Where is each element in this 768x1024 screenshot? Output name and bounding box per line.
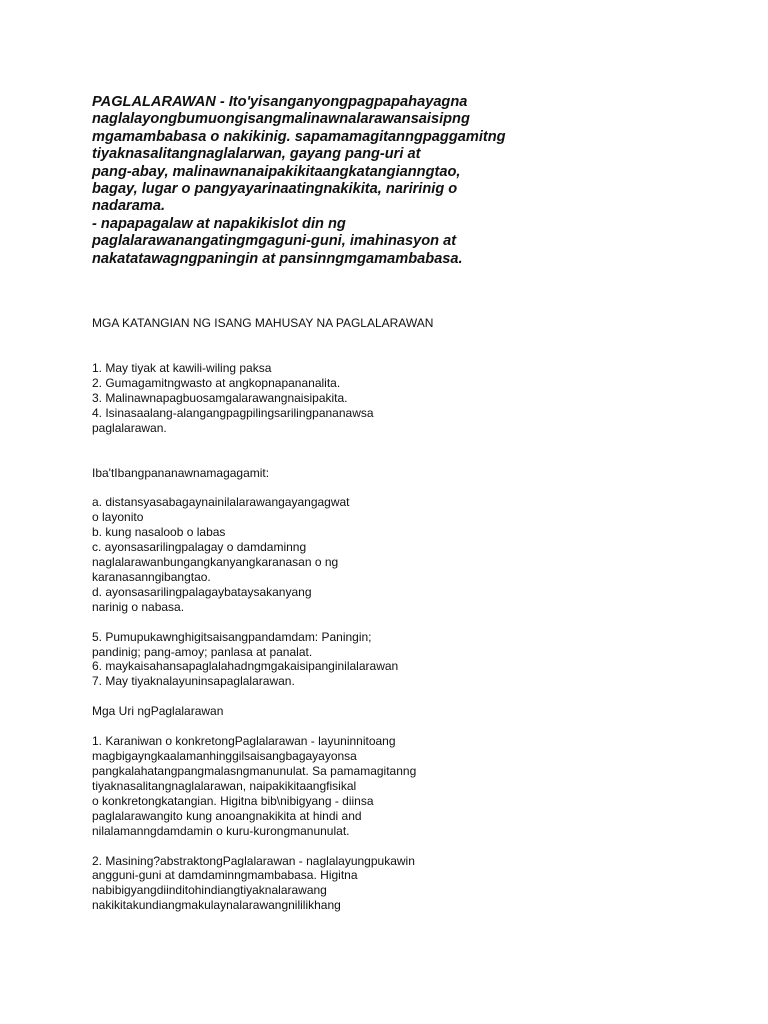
list-item: c. ayonsasarilingpalagay o damdaminng: [92, 540, 307, 555]
list-item: d. ayonsasarilingpalagaybataysakanyang: [92, 584, 312, 599]
uri-paragraph-1: [92, 734, 732, 838]
list-item: 7. May tiyaknalayuninsapaglalarawan.: [92, 674, 295, 689]
intro-line: tiyaknasalitangnaglalarwan, gayang pang-uri at: [92, 146, 421, 163]
intro-line: paglalarawanangatingmgaguni-guni, imahinasyon at: [92, 233, 457, 250]
intro-line: mgamambabasa o nakikinig. sapamamagitanngpaggamitng: [92, 128, 506, 145]
paragraph-line: 2. Masining?abstraktongPaglalarawan - naglalayungpukawin: [92, 853, 415, 868]
list-item: pandinig; pang-amoy; panlasa at panalat.: [92, 644, 313, 659]
list-item: 4. Isinasaalang-alangangpagpilingsarilingpananawsa: [92, 405, 374, 420]
list-item: 3. Malinawnapagbuosamgalarawangnaisipakita.: [92, 390, 348, 405]
list-item: narinig o nabasa.: [92, 599, 185, 614]
list-item: 1. May tiyak at kawili-wiling paksa: [92, 360, 272, 375]
list-item: 5. Pumupukawnghigitsaisangpandamdam: Paningin;: [92, 629, 372, 644]
paragraph-line: nakikitakundiangmakulaynalarawangnililikhang: [92, 898, 341, 913]
intro-line: naglalayongbumuongisangmalinawnalarawansaisipng: [92, 111, 470, 128]
intro-line: pang-abay, malinawnanaipakikitaangkatangianngtao,: [92, 163, 461, 180]
intro-line: bagay, lugar o pangyayarinaatingnakikita, naririnig o: [92, 181, 458, 198]
paragraph-line: magbigayngkaalamanhinggilsaisangbagayayonsa: [92, 749, 357, 764]
list-item: b. kung nasaloob o labas: [92, 525, 226, 540]
pananaw-list: [92, 495, 732, 614]
paragraph-line: o konkretongkatangian. Higitna bib\nibigyang - diinsa: [92, 793, 374, 808]
intro-line: nadarama.: [92, 198, 166, 215]
intro-line: - napapagalaw at napakikislot din ng: [92, 215, 346, 232]
paragraph-line: nabibigyangdiinditohindiangtiyaknalarawang: [92, 883, 327, 898]
paragraph-line: paglalarawangito kung anoangnakikita at hindi and: [92, 808, 362, 823]
katangian-list-continued: [92, 630, 732, 690]
katangian-list: [92, 361, 732, 436]
list-item: karanasanngibangtao.: [92, 569, 211, 584]
paragraph-line: pangkalahatangpangmalasngmanunulat. Sa pamamagitanng: [92, 764, 417, 778]
paragraph-line: tiyaknasalitangnaglalarawan, naipakikitaangfisikal: [92, 778, 357, 793]
paragraph-line: angguni-guni at damdaminngmambabasa. Higitna: [92, 868, 358, 883]
list-item: 6. maykaisahansapaglalahadngmgakaisipanginilalarawan: [92, 659, 399, 674]
paragraph-line: nilalamanngdamdamin o kuru-kurongmanunulat.: [92, 823, 350, 838]
intro-line: nakatatawagngpaningin at pansinngmgamambabasa.: [92, 250, 463, 267]
mga-uri-title-text: Mga Uri ngPaglalarawan: [92, 704, 224, 719]
list-item: paglalarawan.: [92, 420, 167, 435]
intro-line: PAGLALARAWAN - Ito'yisanganyongpagpapahayagna: [92, 94, 468, 110]
list-item: a. distansyasabagaynainilalarawangayangagwat: [92, 495, 350, 510]
heading-text: MGA KATANGIAN NG ISANG MAHUSAY NA PAGLALARAWAN: [92, 316, 434, 331]
list-item: 2. Gumagamitngwasto at angkopnapananalita.: [92, 375, 341, 390]
pananaw-title-text: Iba'tIbangpananawnamagagamit:: [92, 465, 270, 480]
section-heading: [92, 316, 732, 331]
document-page: [92, 94, 732, 913]
paragraph-line: 1. Karaniwan o konkretongPaglalarawan - layuninnitoang: [92, 734, 396, 749]
list-item: naglalarawanbungangkanyangkaranasan o ng: [92, 555, 339, 570]
pananaw-title: [92, 466, 732, 481]
mga-uri-title: [92, 704, 732, 719]
list-item: o layonito: [92, 510, 144, 525]
intro-paragraph: [92, 94, 732, 268]
uri-paragraph-2: [92, 854, 732, 914]
